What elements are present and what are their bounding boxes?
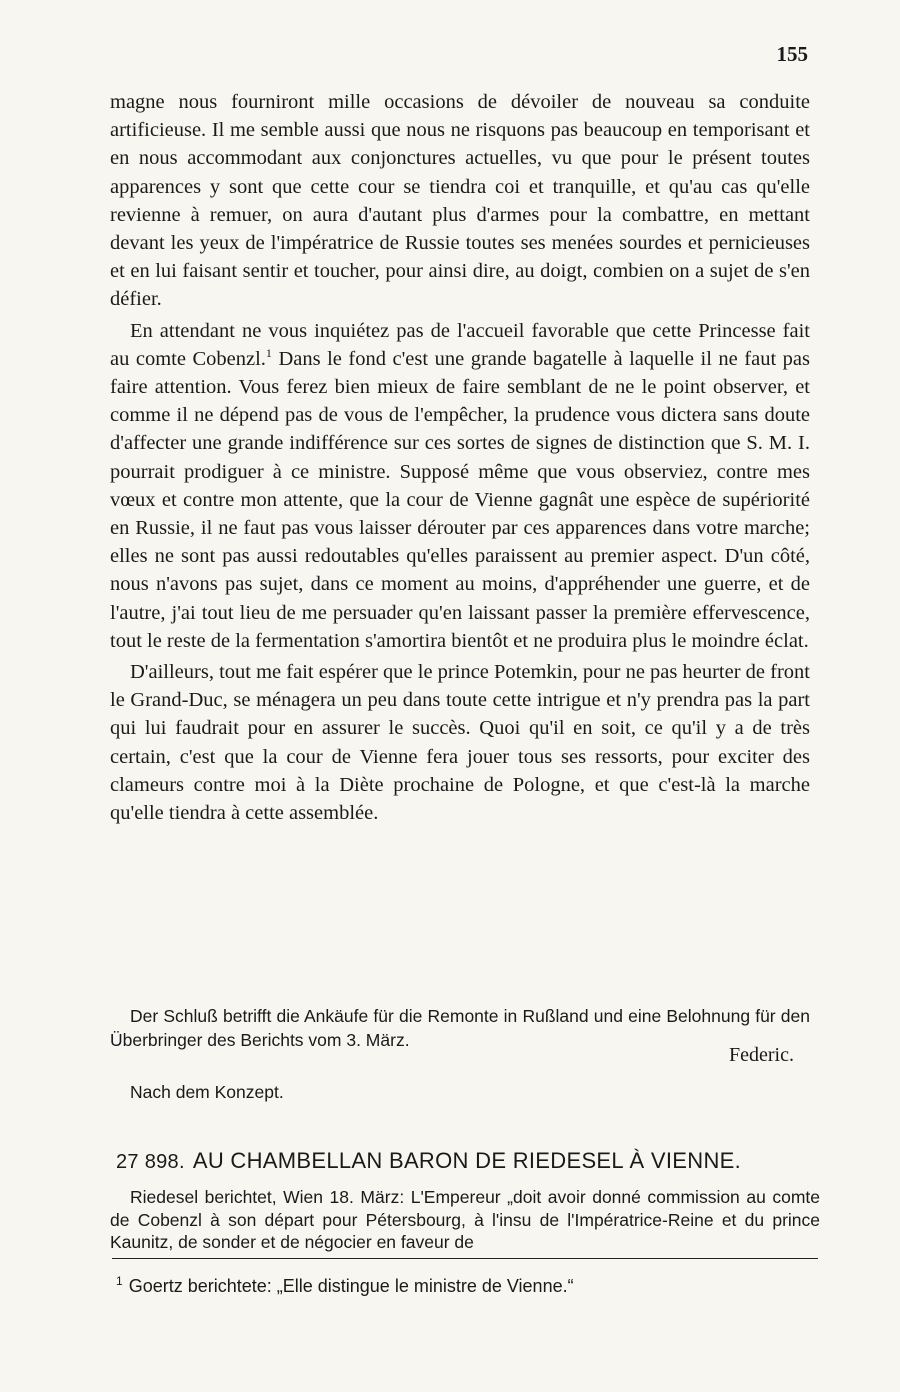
footnote [116, 1276, 574, 1297]
letter-number: 27 898. [116, 1151, 185, 1173]
paragraph-2 [110, 317, 810, 655]
footnote-reference: 1 [265, 346, 272, 360]
letter-summary: Riedesel berichtet, Wien 18. März: L'Empereur „doit avoir donné commission au comte de Cobenzl à son départ pour Pétersbourg, à l'insu de l'Impératrice-Reine et du prince Kaunitz, de sonder et de négocier en faveur de [110, 1187, 820, 1252]
paragraph-2-part-1: En attendant ne vous inquiétez pas de l'accueil favorable que cette Princesse fait au comte Cobenzl. [110, 319, 810, 370]
source-note: Nach dem Konzept. [130, 1082, 284, 1102]
closing-summary: Der Schluß betrifft die Ankäufe für die Remonte in Rußland und eine Belohnung für den Überbringer des Berichts vom 3. März. [110, 1006, 810, 1050]
signature: Federic. [729, 1044, 794, 1066]
paragraph-2-part-2: Dans le fond c'est une grande bagatelle à laquelle il ne faut pas faire attention. Vous ferez bien mieux de faire semblant de ne le point observer, et comme il ne dépend pas de vous de l'empêcher, la prudence vous dictera sans doute d'affecter une grande indifférence sur ces sortes de signes de distinction que S. M. I. pourrait prodiguer à ce ministre. Supposé même que vous observiez, contre mes vœux et contre mon attente, que la cour de Vienne gagnât une espèce de supériorité en Russie, il ne faut pas vous laisser dérouter par ces apparences dans votre marche; elles ne sont pas aussi redoutables qu'elles paraissent au premier aspect. D'un côté, nous n'avons pas sujet, dans ce moment au moins, d'appréhender une guerre, et de l'autre, j'ai tout lieu de me persuader qu'en laissant passer la première effervescence, tout le reste de la fermentation s'amortira bientôt et ne produira plus le moindre éclat. [110, 347, 811, 652]
footnote-marker: 1 [116, 1274, 123, 1288]
footnote-text: Goertz berichtete: „Elle distingue le ministre de Vienne.“ [128, 1276, 574, 1296]
letter-title: AU CHAMBELLAN BARON DE RIEDESEL À VIENNE. [192, 1148, 742, 1173]
letter-heading [116, 1148, 816, 1174]
paragraph-1: magne nous fourniront mille occasions de dévoiler de nouveau sa conduite artificieuse. Il me semble aussi que nous ne risquons pas beaucoup en temporisant et en nous accommodant aux conjonctures actuelles, vu que pour le présent toutes apparences y sont que cette cour se tiendra coi et tranquille, et qu'au cas qu'elle revienne à remuer, on aura d'autant plus d'armes pour la combattre, en mettant devant les yeux de l'impératrice de Russie toutes ses menées sourdes et pernicieuses et en lui faisant sentir et toucher, pour ainsi dire, au doigt, combien on a sujet de s'en défier. [110, 91, 810, 311]
letter-body [110, 88, 810, 827]
paragraph-3: D'ailleurs, tout me fait espérer que le prince Potemkin, pour ne pas heurter de front le Grand-Duc, se ménagera un peu dans toute cette intrigue et n'y prendra pas la part qui lui faudrait pour en assurer le succès. Quoi qu'il en soit, ce qu'il y a de très certain, c'est que la cour de Vienne fera jouer tous ses ressorts, pour exciter des clameurs contre moi à la Diète prochaine de Pologne, et que c'est-là la marche qu'elle tiendra à cette assemblée. [110, 661, 810, 825]
footnote-divider [112, 1258, 818, 1259]
page-number: 155 [776, 42, 808, 66]
